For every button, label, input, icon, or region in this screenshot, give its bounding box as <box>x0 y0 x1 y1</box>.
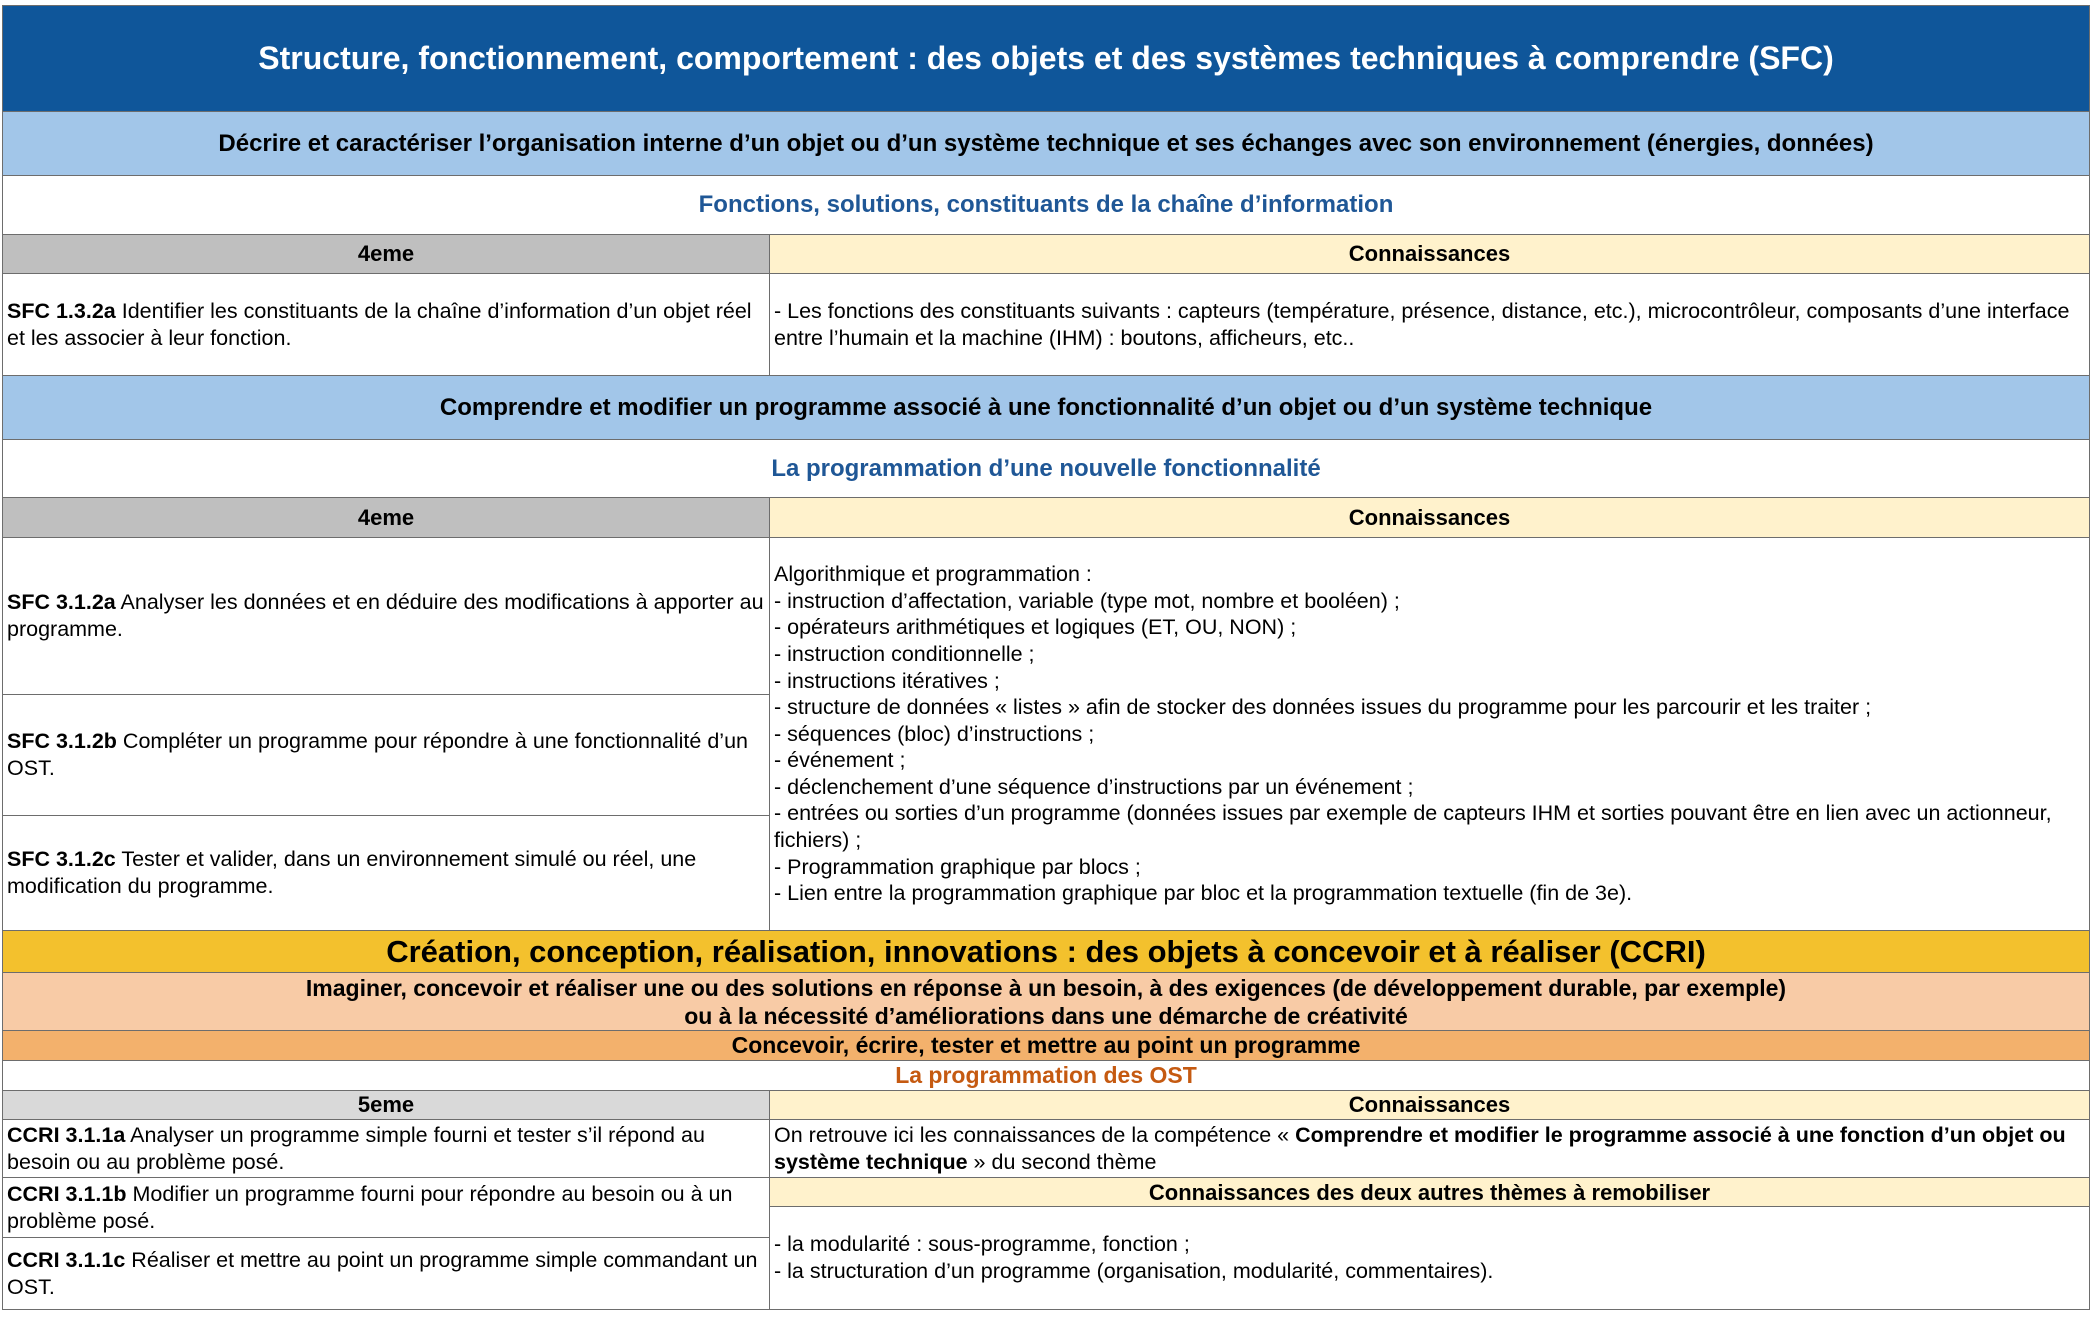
competence-cell <box>3 1178 769 1238</box>
knowledge-cell <box>770 538 2089 930</box>
competence-code: SFC 3.1.2a <box>7 590 116 614</box>
other-themes-header: Connaissances des deux autres thèmes à remobiliser <box>770 1178 2089 1207</box>
competence-code: SFC 1.3.2a <box>7 298 116 323</box>
ccri-subheading: Concevoir, écrire, tester et mettre au point un programme <box>2 1031 2090 1061</box>
curriculum-table <box>2 5 2090 1310</box>
competence-code: CCRI 3.1.1a <box>7 1122 126 1147</box>
sfc-section2-row <box>2 538 2090 931</box>
ccri-heading <box>2 973 2090 1031</box>
ccri-heading-line1: Imaginer, concevoir et réaliser une ou des solutions en réponse à un besoin, à des exigences (de développement durable, par exemple) <box>305 974 1787 1001</box>
knowledge-list <box>774 1231 1493 1285</box>
knowledge-item: - opérateurs arithmétiques et logiques (ET, OU, NON) ; <box>774 615 1297 640</box>
knowledge-item: - événement ; <box>774 748 906 773</box>
competence-code: CCRI 3.1.1c <box>7 1247 126 1272</box>
competence-code: SFC 3.1.2c <box>7 847 116 871</box>
competence-code: CCRI 3.1.1b <box>7 1181 127 1206</box>
knowledge-item: - la structuration d’un programme (organisation, modularité, commentaires). <box>774 1259 1494 1283</box>
competence-cell <box>3 1120 769 1178</box>
competence-column <box>3 1120 770 1309</box>
knowledge-header: Connaissances <box>770 1091 2089 1119</box>
knowledge-item: - entrées ou sorties d’un programme (données issues par exemple de capteurs IHM et sorties pouvant être en lien avec un actionneur, fichiers) ; <box>774 801 2052 853</box>
competence-cell <box>3 695 769 816</box>
knowledge-cell <box>770 274 2089 375</box>
knowledge-cell <box>770 1207 2089 1309</box>
sfc-section1-subheading: Fonctions, solutions, constituants de la chaîne d’information <box>2 176 2090 235</box>
competence-text: Identifier les constituants de la chaîne d’information d’un objet réel et les associer à leur fonction. <box>7 298 752 350</box>
competence-text: Analyser un programme simple fourni et tester s’il répond au besoin ou au problème posé. <box>7 1122 705 1174</box>
sfc-section2-subheading: La programmation d’une nouvelle fonctionnalité <box>2 440 2090 498</box>
knowledge-header: Connaissances <box>770 235 2089 273</box>
knowledge-prefix: On retrouve ici les connaissances de la compétence « <box>774 1122 1296 1147</box>
knowledge-item: - séquences (bloc) d’instructions ; <box>774 721 1095 746</box>
knowledge-item: - instruction conditionnelle ; <box>774 641 1035 666</box>
knowledge-suffix: » du second thème <box>967 1149 1157 1174</box>
competence-code: SFC 3.1.2b <box>7 729 117 753</box>
ccri-subsubheading: La programmation des OST <box>2 1061 2090 1091</box>
knowledge-item: - la modularité : sous-programme, fonction ; <box>774 1232 1190 1256</box>
level-header: 4eme <box>3 498 770 537</box>
sfc-section1-header-row <box>2 235 2090 274</box>
competence-text: Analyser les données et en déduire des modifications à apporter au programme. <box>7 590 764 641</box>
knowledge-item: - instructions itératives ; <box>774 668 1000 693</box>
competence-cell <box>3 538 769 695</box>
competence-cell <box>3 274 770 375</box>
competence-text: Tester et valider, dans un environnement simulé ou réel, une modification du programme. <box>7 847 697 898</box>
knowledge-text: - Les fonctions des constituants suivants : capteurs (température, présence, distance, etc.), microcontrôleur, composants d’une interface entre l’humain et la machine (IHM) : boutons, afficheurs, etc.. <box>774 298 2070 350</box>
sfc-section1-heading: Décrire et caractériser l’organisation interne d’un objet ou d’un système technique et ses échanges avec son environnement (énergies, données) <box>2 112 2090 176</box>
competence-cell <box>3 816 769 930</box>
knowledge-item: - structure de données « listes » afin de stocker des données issues du programme pour les parcourir et les traiter ; <box>774 695 1872 720</box>
competence-text: Modifier un programme fourni pour répondre au besoin ou à un problème posé. <box>7 1181 733 1233</box>
competence-cell <box>3 1238 769 1309</box>
ccri-heading-line2: ou à la nécessité d’améliorations dans une démarche de créativité <box>684 1002 1408 1029</box>
sfc-section2-header-row <box>2 498 2090 538</box>
knowledge-item: - instruction d’affectation, variable (type mot, nombre et booléen) ; <box>774 588 1400 613</box>
knowledge-list <box>774 561 2085 907</box>
knowledge-column <box>770 1120 2089 1309</box>
sfc-section1-row <box>2 274 2090 376</box>
knowledge-item: Algorithmique et programmation : <box>774 562 1092 587</box>
level-header: 4eme <box>3 235 770 273</box>
knowledge-reference: Comprendre et modifier le programme associé à une fonction d’un objet ou système technique <box>774 1122 2066 1174</box>
level-header: 5eme <box>3 1091 770 1119</box>
competence-column <box>3 538 770 930</box>
sfc-section2-heading: Comprendre et modifier un programme associé à une fonctionnalité d’un objet ou d’un système technique <box>2 376 2090 440</box>
knowledge-item: - Lien entre la programmation graphique par bloc et la programmation textuelle (fin de 3e). <box>774 881 1633 906</box>
competence-text: Réaliser et mettre au point un programme simple commandant un OST. <box>7 1247 758 1299</box>
competence-text: Compléter un programme pour répondre à une fonctionnalité d’un OST. <box>7 729 748 780</box>
knowledge-cell <box>770 1120 2089 1178</box>
ccri-row <box>2 1120 2090 1310</box>
ccri-title: Création, conception, réalisation, innovations : des objets à concevoir et à réaliser (CCRI) <box>2 931 2090 973</box>
knowledge-item: - déclenchement d’une séquence d’instructions par un événement ; <box>774 774 1414 799</box>
sfc-title: Structure, fonctionnement, comportement : des objets et des systèmes techniques à comprendre (SFC) <box>2 5 2090 112</box>
ccri-header-row <box>2 1091 2090 1120</box>
knowledge-header: Connaissances <box>770 498 2089 537</box>
knowledge-item: - Programmation graphique par blocs ; <box>774 854 1141 879</box>
